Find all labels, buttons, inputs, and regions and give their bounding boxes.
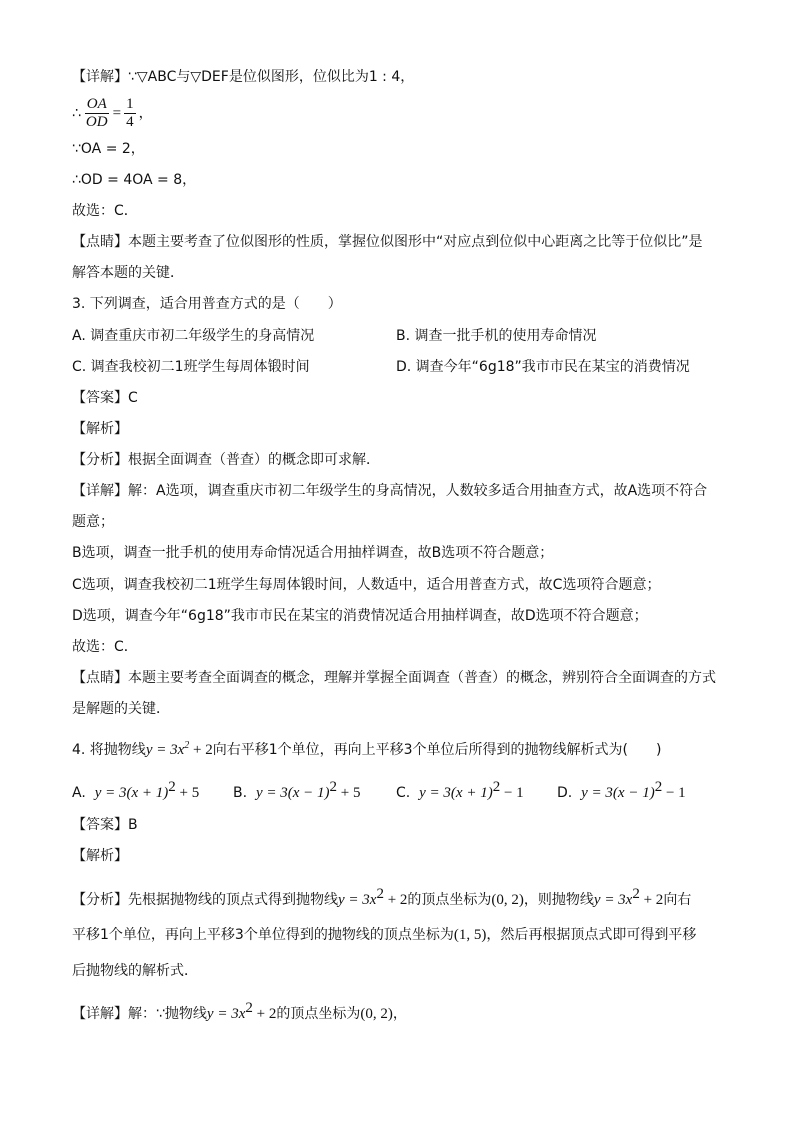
parabola-expression xyxy=(593,886,664,908)
fraction-oa-od xyxy=(84,96,110,131)
text-line: 是解题的关键． xyxy=(72,701,170,717)
text-line: 故选：C． xyxy=(72,203,138,219)
expr-tail: + 2 xyxy=(252,1006,277,1022)
vertex-coordinate: (0, 2) xyxy=(491,892,524,908)
vertex-coordinate: (1, 5) xyxy=(453,927,487,943)
text-line xyxy=(72,998,407,1024)
text-line: 【分析】根据全面调查（普查）的概念即可求解． xyxy=(72,452,380,468)
text-line: 题意； xyxy=(72,514,114,530)
exponent: 2 xyxy=(632,886,640,902)
exponent: 2 xyxy=(376,886,384,902)
option-4a xyxy=(72,777,199,803)
expr-base: y = 3x xyxy=(593,892,633,908)
parabola-expression xyxy=(338,886,408,908)
option-expression: y = 3(x + 1) xyxy=(94,785,169,801)
comma: ， xyxy=(138,105,153,122)
exponent: 2 xyxy=(329,779,338,795)
vertex-coordinate: (0, 2) xyxy=(360,1006,393,1022)
exponent: 2 xyxy=(168,779,176,795)
parabola-expression xyxy=(146,742,213,758)
expr-base: y = 3x xyxy=(206,1006,246,1022)
exponent: 2 xyxy=(654,779,663,795)
text-line: 【详解】∵▽ABC与▽DEF是位似图形，位似比为1 : 4， xyxy=(72,69,415,85)
text-segment: ， xyxy=(392,1006,407,1022)
fraction-numerator: OA xyxy=(86,96,107,112)
therefore-symbol: ∴ xyxy=(72,105,81,122)
option-label: A. xyxy=(72,785,86,801)
text-line: 【点睛】本题主要考查全面调查的概念，理解并掌握全面调查（普查）的概念，辨别符合全面调查的方式 xyxy=(72,670,716,686)
answer-label: 【答案】B xyxy=(72,817,138,833)
text-line xyxy=(72,925,696,945)
option-label: C. xyxy=(396,785,411,801)
option-label: D. xyxy=(557,785,573,801)
fraction-one-fourth xyxy=(124,96,136,131)
option-label: B. xyxy=(233,785,248,801)
text-line: ∴OD = 4OA = 8， xyxy=(72,172,197,188)
text-segment: 【分析】先根据抛物线的顶点式得到抛物线 xyxy=(72,892,338,908)
text-line xyxy=(72,884,691,910)
fraction-denominator: OD xyxy=(85,114,108,130)
option-tail: + 5 xyxy=(337,785,361,801)
expr-tail: + 2 xyxy=(383,892,408,908)
expr-base: y = 3x xyxy=(145,742,185,758)
text-segment: 平移1个单位，再向上平移3个单位得到的抛物线的顶点坐标为 xyxy=(72,927,454,943)
option-tail: + 5 xyxy=(175,785,200,801)
equals-sign: = xyxy=(112,105,122,122)
option-tail: − 1 xyxy=(662,785,686,801)
analysis-heading: 【解析】 xyxy=(72,848,128,864)
text-segment: 【详解】解：∵抛物线 xyxy=(72,1006,207,1022)
text-line: ∵OA = 2， xyxy=(72,141,145,157)
text-line: 【点睛】本题主要考查了位似图形的性质，掌握位似图形中“对应点到位似中心距离之比等于位似比”是 xyxy=(72,234,703,250)
option-3d: D. 调查今年“6g18”我市市民在某宝的消费情况 xyxy=(396,359,690,375)
option-4b xyxy=(233,777,361,803)
text-segment: ，然后再根据顶点式即可得到平移 xyxy=(486,927,697,943)
option-3b: B. 调查一批手机的使用寿命情况 xyxy=(396,328,597,344)
text-segment: ，则抛物线 xyxy=(523,892,594,908)
expr-base: y = 3x xyxy=(338,892,377,908)
stem-text: 4. 将抛物线 xyxy=(72,742,146,758)
text-line: D选项，调查今年“6g18”我市市民在某宝的消费情况适合用抽样调查，故D选项不符合题意； xyxy=(72,608,648,624)
text-line: B选项，调查一批手机的使用寿命情况适合用抽样调查，故B选项不符合题意； xyxy=(72,545,554,561)
exponent: 2 xyxy=(245,1000,253,1016)
exponent: 2 xyxy=(492,779,501,795)
text-line: C选项，调查我校初二1班学生每周体锻时间，人数适中，适合用普查方式，故C选项符合题意； xyxy=(72,577,661,593)
option-3c: C. 调查我校初二1班学生每周体锻时间 xyxy=(72,359,310,375)
text-line: 故选：C． xyxy=(72,639,138,655)
question-3-stem: 3. 下列调查，适合用普查方式的是（ ） xyxy=(72,296,342,312)
expr-tail: + 2 xyxy=(189,742,213,758)
option-3a: A. 调查重庆市初二年级学生的身高情况 xyxy=(72,328,315,344)
exponent: 2 xyxy=(184,740,190,751)
text-segment: 的顶点坐标为 xyxy=(276,1006,361,1022)
option-expression: y = 3(x + 1) xyxy=(419,785,493,801)
fraction-numerator: 1 xyxy=(126,96,134,112)
option-tail: − 1 xyxy=(500,785,524,801)
text-line: 【详解】解：A选项，调查重庆市初二年级学生的身高情况，人数较多适合用抽查方式，故A选项不符合 xyxy=(72,483,708,499)
option-expression: y = 3(x − 1) xyxy=(255,785,330,801)
text-segment: 向右 xyxy=(663,892,692,908)
analysis-heading: 【解析】 xyxy=(72,421,128,437)
expr-tail: + 2 xyxy=(639,892,664,908)
fraction-line xyxy=(72,96,153,131)
text-segment: 的顶点坐标为 xyxy=(407,892,492,908)
text-line: 解答本题的关键． xyxy=(72,265,184,281)
option-4d xyxy=(557,777,686,803)
answer-label: 【答案】C xyxy=(72,390,138,406)
fraction-denominator: 4 xyxy=(126,114,134,130)
question-4-stem xyxy=(72,736,661,760)
parabola-expression xyxy=(206,1000,277,1022)
text-line: 后抛物线的解析式． xyxy=(72,963,198,979)
stem-text: 向右平移1个单位，再向上平移3个单位后所得到的抛物线解析式为( ) xyxy=(212,742,662,758)
option-expression: y = 3(x − 1) xyxy=(581,785,655,801)
option-4c xyxy=(396,777,524,803)
